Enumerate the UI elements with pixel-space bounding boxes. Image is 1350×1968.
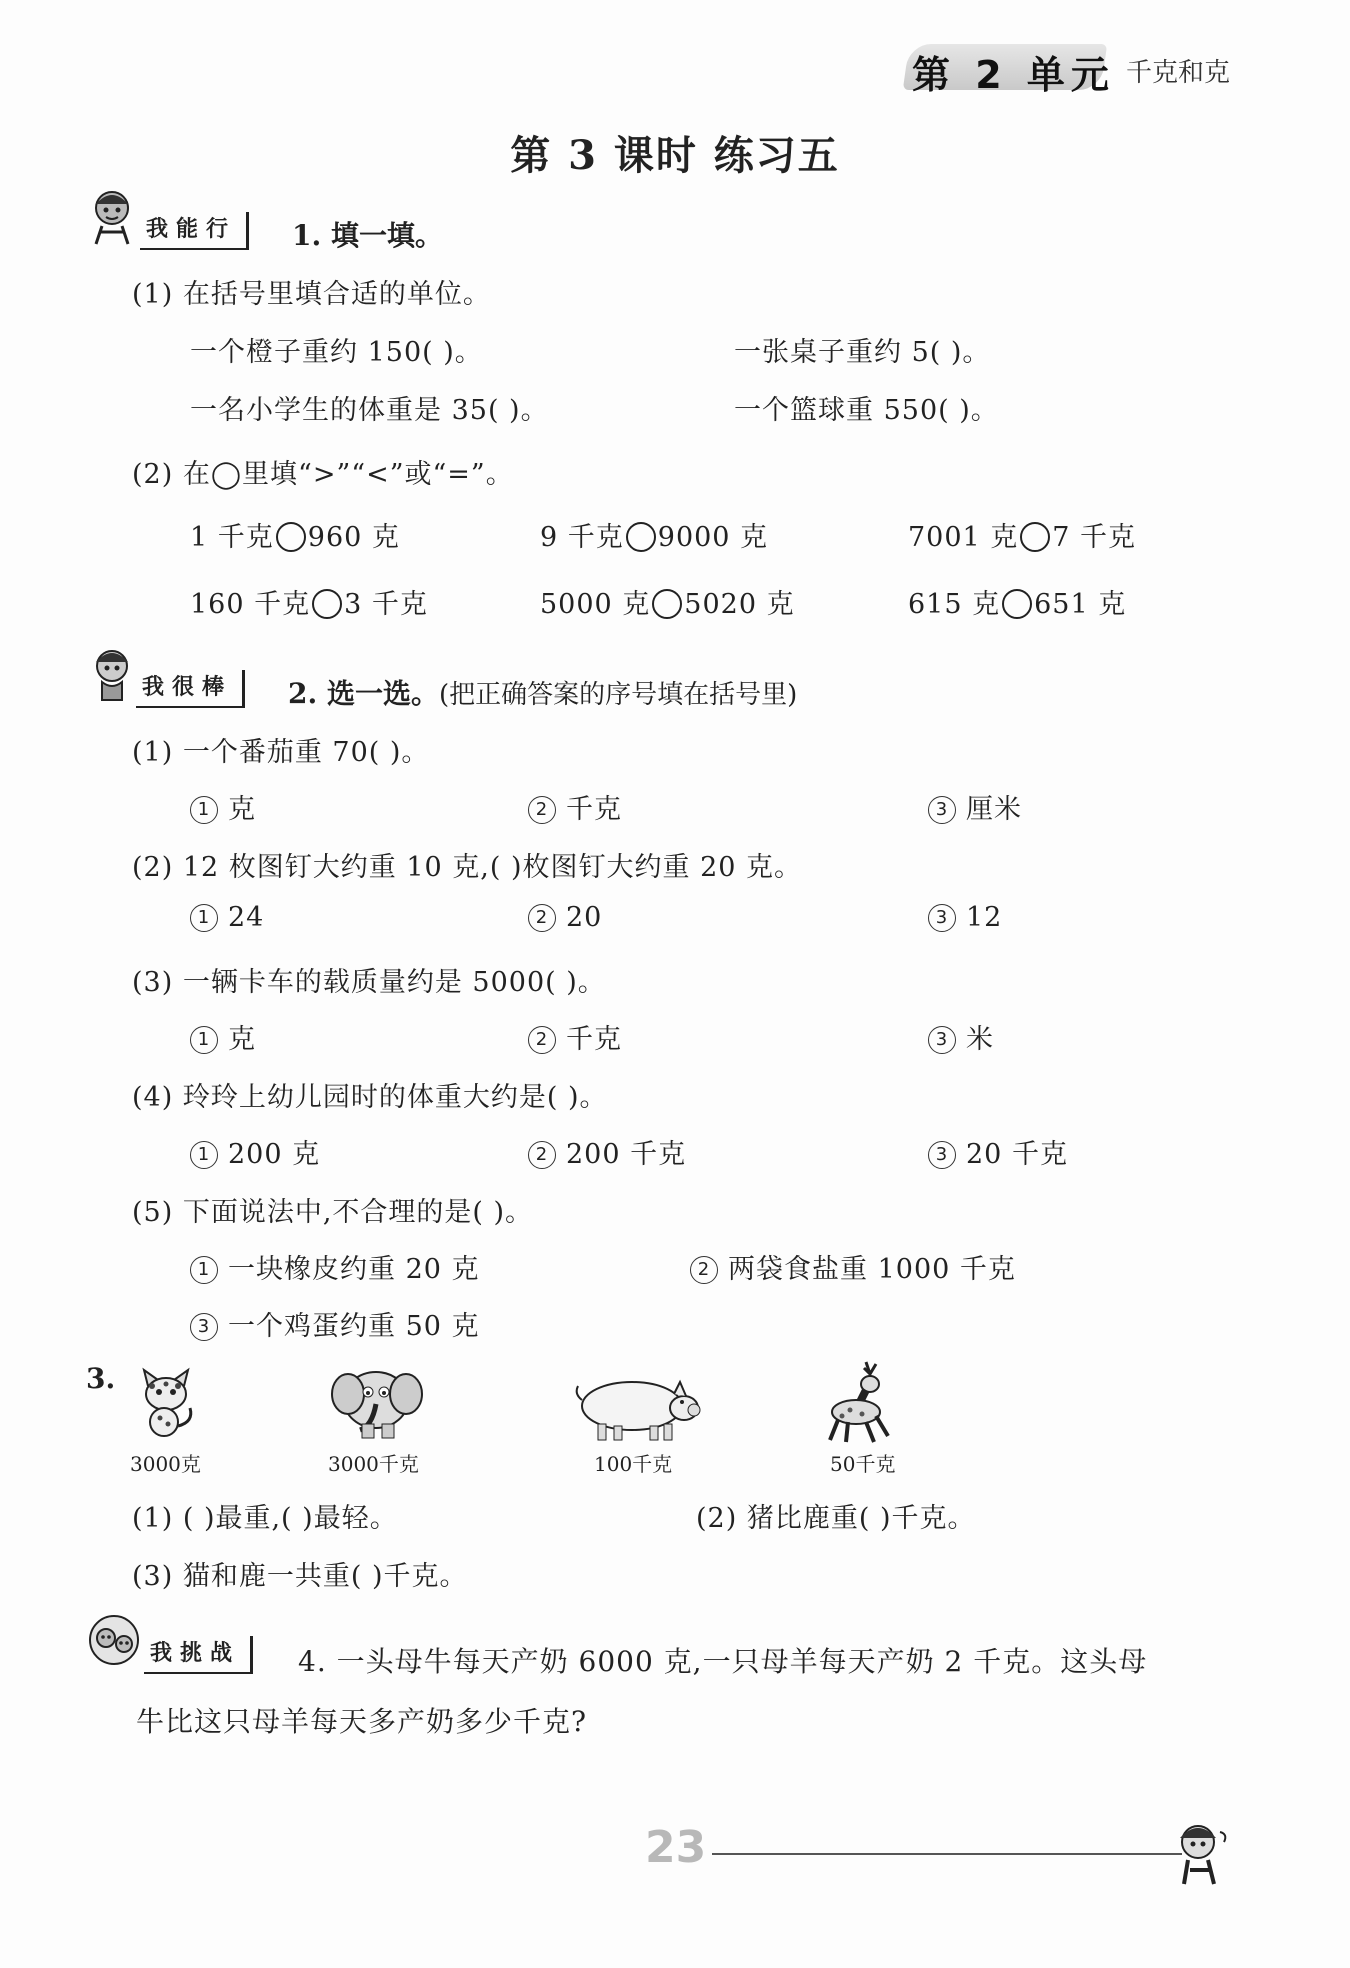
q2-question: (3) 一辆卡车的载质量约是 5000( )。 — [132, 967, 606, 998]
q2-option[interactable]: 1 200 克 — [190, 1132, 320, 1171]
q3-part2: (2) 猪比鹿重( )千克。 — [696, 1503, 976, 1534]
q3-part1: (1) ( )最重,( )最轻。 — [132, 1503, 398, 1534]
footer-rule — [712, 1853, 1182, 1855]
compare-item: 615 克 651 克 — [908, 589, 1127, 620]
q3-part3: (3) 猫和鹿一共重( )千克。 — [132, 1561, 468, 1592]
animal-weight-label: 100千克 — [594, 1452, 673, 1476]
mascot-icon — [84, 1612, 146, 1672]
animal-weight-label: 3000千克 — [328, 1452, 419, 1476]
q1-item: 一个篮球重 550( )。 — [734, 395, 999, 426]
blank-circle[interactable] — [1020, 522, 1050, 552]
compare-item: 7001 克 7 千克 — [908, 522, 1137, 553]
q2-option[interactable]: 3 米 — [928, 1017, 994, 1056]
q1-part2-prompt: (2) 在◯里填“>”“<”或“=”。 — [132, 459, 514, 490]
q2-question: (5) 下面说法中,不合理的是( )。 — [132, 1197, 534, 1228]
compare-item: 9 千克 9000 克 — [540, 522, 769, 553]
mascot-icon — [84, 186, 140, 248]
q2-option[interactable]: 1 克 — [190, 1017, 256, 1056]
unit-topic: 千克和克 — [1126, 58, 1231, 88]
q2-option[interactable]: 1 一块橡皮约重 20 克 — [190, 1247, 480, 1286]
blank-circle[interactable] — [1002, 589, 1032, 619]
section-tag-1: 我能行 — [140, 212, 249, 250]
q1-part1-prompt: (1) 在括号里填合适的单位。 — [132, 279, 491, 310]
q4-line1: 4. 一头母牛每天产奶 6000 克,一只母羊每天产奶 2 千克。这头母 — [298, 1645, 1148, 1678]
q2-question: (2) 12 枚图钉大约重 10 克,( )枚图钉大约重 20 克。 — [132, 852, 803, 883]
q2-heading: 2. 选一选。(把正确答案的序号填在括号里) — [288, 677, 798, 710]
q2-option[interactable]: 3 20 千克 — [928, 1132, 1068, 1171]
q2-question: (4) 玲玲上幼儿园时的体重大约是( )。 — [132, 1082, 608, 1113]
blank-circle[interactable] — [626, 522, 656, 552]
q4-line2: 牛比这只母羊每天多产奶多少千克? — [136, 1705, 588, 1738]
q2-option[interactable]: 2 千克 — [528, 1017, 622, 1056]
q1-item: 一张桌子重约 5( )。 — [734, 337, 991, 368]
lesson-title: 第 3 课时 练习五 — [510, 132, 840, 179]
q1-heading: 1. 填一填。 — [292, 219, 443, 252]
deer-icon — [822, 1358, 902, 1444]
q1-item: 一名小学生的体重是 35( )。 — [190, 395, 549, 426]
q2-question: (1) 一个番茄重 70( )。 — [132, 737, 430, 768]
mascot-icon — [1168, 1818, 1236, 1890]
blank-circle[interactable] — [312, 589, 342, 619]
compare-item: 1 千克 960 克 — [190, 522, 400, 553]
q1-item: 一个橙子重约 150( )。 — [190, 337, 483, 368]
compare-item: 5000 克 5020 克 — [540, 589, 795, 620]
mascot-icon — [86, 646, 138, 704]
q2-option[interactable]: 3 12 — [928, 902, 1002, 933]
blank-circle[interactable] — [276, 522, 306, 552]
section-tag-2: 我很棒 — [136, 670, 245, 708]
q2-option[interactable]: 2 20 — [528, 902, 602, 933]
animal-weight-label: 50千克 — [830, 1452, 896, 1476]
q2-option[interactable]: 2 200 千克 — [528, 1132, 686, 1171]
section-tag-4: 我挑战 — [144, 1636, 253, 1674]
q2-option[interactable]: 2 两袋食盐重 1000 千克 — [690, 1247, 1016, 1286]
q3-number: 3. — [86, 1362, 116, 1395]
q2-option[interactable]: 2 千克 — [528, 787, 622, 826]
q2-option[interactable]: 1 24 — [190, 902, 264, 933]
cat-icon — [134, 1366, 198, 1440]
elephant-icon — [326, 1360, 432, 1442]
unit-title: 第 2 单元 — [912, 53, 1115, 97]
animal-weight-label: 3000克 — [130, 1452, 201, 1476]
q2-option[interactable]: 3 厘米 — [928, 787, 1022, 826]
blank-circle[interactable] — [652, 589, 682, 619]
q2-option[interactable]: 3 一个鸡蛋约重 50 克 — [190, 1304, 480, 1343]
compare-item: 160 千克 3 千克 — [190, 589, 428, 620]
pig-icon — [570, 1372, 706, 1444]
page-number: 23 — [645, 1822, 707, 1873]
q2-option[interactable]: 1 克 — [190, 787, 256, 826]
